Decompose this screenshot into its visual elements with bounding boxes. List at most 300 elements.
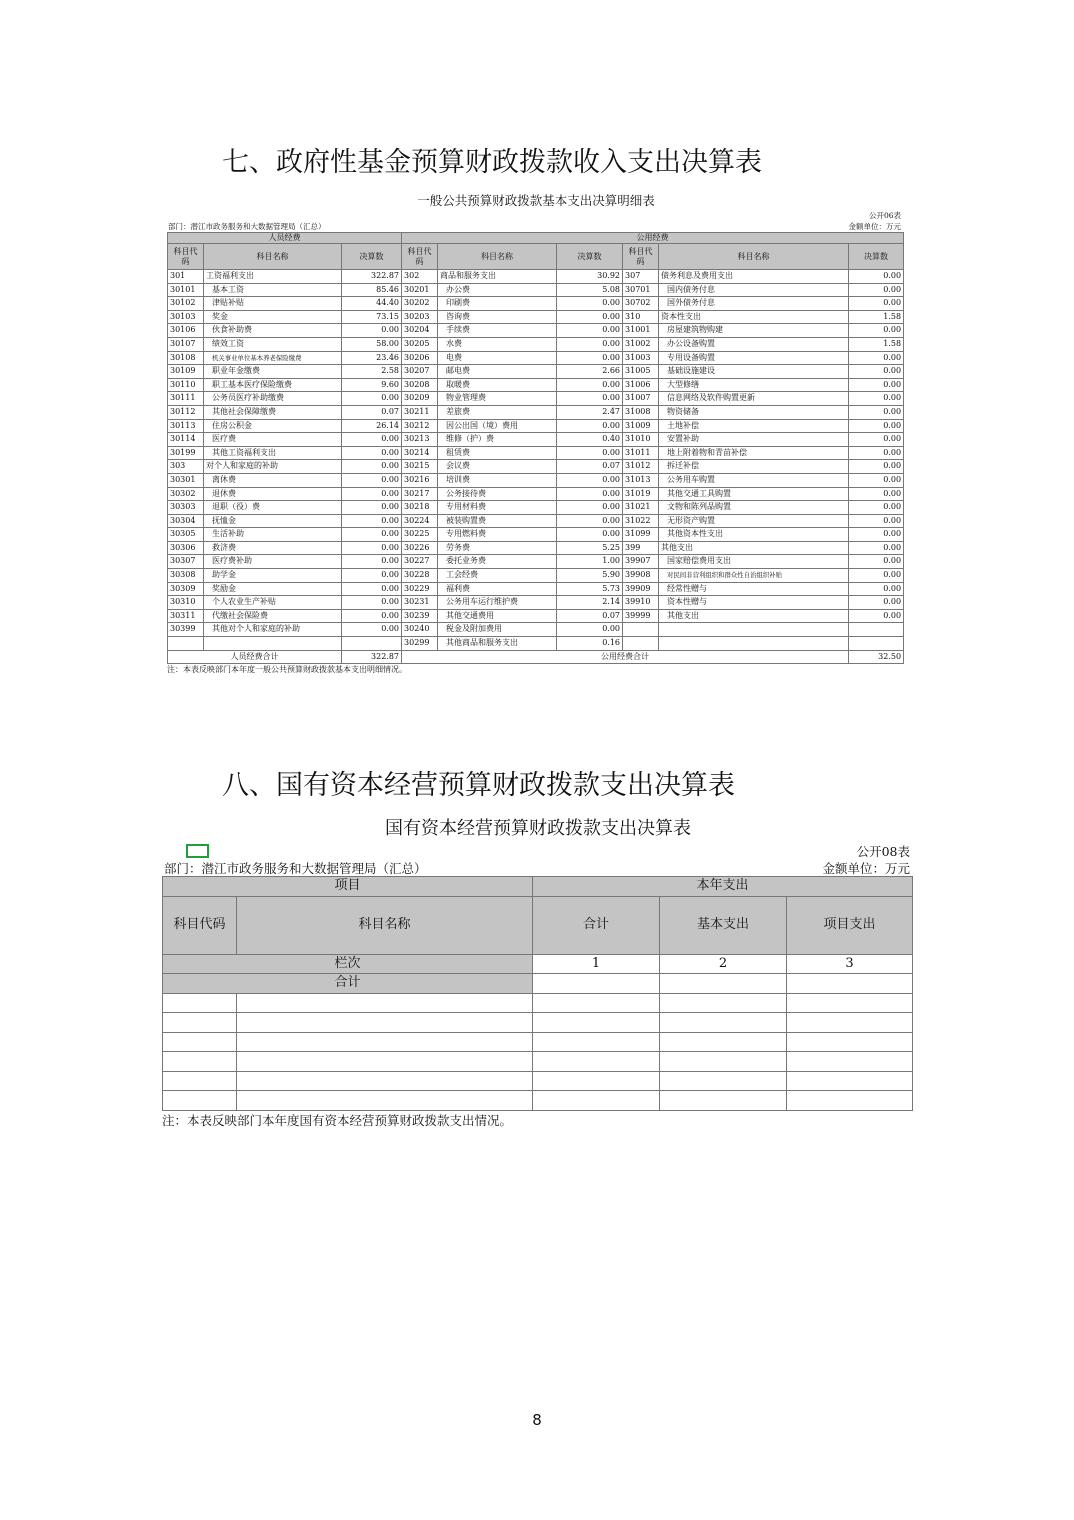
cell-amount: 0.00 (849, 528, 904, 542)
table-8-title: 国有资本经营预算财政拨款支出决算表 (385, 818, 691, 839)
cell-code: 30206 (402, 351, 438, 365)
cell-code: 30213 (402, 433, 438, 447)
table-row (168, 419, 904, 433)
cell-amount: 5.90 (557, 569, 623, 583)
table-cell (533, 1091, 660, 1111)
cell-code: 31008 (623, 405, 659, 419)
table-7-department: 部门：潜江市政务服务和大数据管理局（汇总） (168, 222, 326, 231)
col-name: 科目名称 (659, 244, 849, 270)
cell-amount: 0.16 (557, 637, 623, 651)
cell-code: 30110 (168, 378, 204, 392)
table-7-title: 一般公共预算财政拨款基本支出决算明细表 (417, 193, 655, 208)
cell-code: 303 (168, 460, 204, 474)
cell-code: 30209 (402, 392, 438, 406)
table-7-note: 注：本表反映部门本年度一般公共预算财政拨款基本支出明细情况。 (167, 665, 407, 675)
cell-name: 资本性支出 (659, 310, 849, 324)
cell-code: 30701 (623, 283, 659, 297)
cell-code: 30208 (402, 378, 438, 392)
table-cell (237, 993, 533, 1013)
table-7-column-header (168, 244, 904, 270)
cell-name: 其他资本性支出 (659, 528, 849, 542)
cell-name: 手续费 (438, 324, 557, 338)
cell-code: 30303 (168, 501, 204, 515)
cell-amount (849, 623, 904, 637)
cell-name: 地上附着物和青苗补偿 (659, 446, 849, 460)
total-public-value: 32.50 (849, 650, 904, 664)
cell-code: 30111 (168, 392, 204, 406)
cell-code: 39908 (623, 569, 659, 583)
cell-name: 退职（役）费 (204, 501, 342, 515)
cell-name: 医疗费 (204, 433, 342, 447)
cell-name: 津贴补贴 (204, 297, 342, 311)
cell-amount: 0.00 (342, 623, 402, 637)
col-code: 科目代码 (163, 896, 237, 954)
cell-code: 30306 (168, 541, 204, 555)
cell-code: 30301 (168, 473, 204, 487)
cell-code (168, 637, 204, 651)
cell-code: 30205 (402, 337, 438, 351)
cell-amount: 0.00 (557, 419, 623, 433)
cell-amount: 0.00 (849, 582, 904, 596)
cell-amount: 0.00 (342, 460, 402, 474)
cell-code: 30308 (168, 569, 204, 583)
cell-amount (849, 637, 904, 651)
table-row (168, 270, 904, 284)
table-cell (533, 974, 660, 994)
cell-amount: 0.00 (342, 609, 402, 623)
cell-code: 30106 (168, 324, 204, 338)
cell-code: 31003 (623, 351, 659, 365)
cell-name: 工资福利支出 (204, 270, 342, 284)
cell-code: 31099 (623, 528, 659, 542)
cell-name: 委托业务费 (438, 555, 557, 569)
table-cell (163, 993, 237, 1013)
col-total: 合计 (533, 896, 660, 954)
cell-amount: 0.00 (557, 378, 623, 392)
table-row (168, 582, 904, 596)
cell-name: 其他对个人和家庭的补助 (204, 623, 342, 637)
total-row (163, 974, 913, 994)
section-8-heading: 八、国有资本经营预算财政拨款支出决算表 (222, 770, 735, 801)
cell-code: 31019 (623, 487, 659, 501)
table-cell (787, 1052, 913, 1072)
cell-name: 债务利息及费用支出 (659, 270, 849, 284)
table-8-note: 注：本表反映部门本年度国有资本经营预算财政拨款支出情况。 (162, 1112, 513, 1128)
cell-code: 30702 (623, 297, 659, 311)
cell-name: 办公设备购置 (659, 337, 849, 351)
cell-name: 基础设施建设 (659, 365, 849, 379)
cell-code: 30203 (402, 310, 438, 324)
cell-amount: 30.92 (557, 270, 623, 284)
table-cell (237, 1013, 533, 1033)
table-7-form-code: 公开06表 (868, 211, 901, 220)
cell-code: 30229 (402, 582, 438, 596)
table-cell (787, 993, 913, 1013)
group-public: 公用经费 (402, 233, 904, 244)
cell-name: 水费 (438, 337, 557, 351)
table-row (168, 392, 904, 406)
cell-amount: 0.00 (557, 337, 623, 351)
cell-name: 公务用车购置 (659, 473, 849, 487)
cell-code: 30204 (402, 324, 438, 338)
table-row (168, 596, 904, 610)
cell-amount: 0.00 (849, 324, 904, 338)
cell-name (659, 637, 849, 651)
cell-amount: 1.00 (557, 555, 623, 569)
cell-amount: 0.00 (342, 528, 402, 542)
cell-selection-indicator[interactable] (186, 844, 209, 858)
cell-name: 专用材料费 (438, 501, 557, 515)
cell-amount: 0.00 (557, 392, 623, 406)
table-7-unit: 金额单位：万元 (848, 222, 901, 231)
cell-amount: 0.00 (557, 528, 623, 542)
seq-1: 1 (533, 954, 660, 974)
total-personnel-label: 人员经费合计 (168, 650, 342, 664)
table-row (168, 609, 904, 623)
cell-amount: 0.00 (342, 392, 402, 406)
cell-name: 税金及附加费用 (438, 623, 557, 637)
cell-name: 离休费 (204, 473, 342, 487)
cell-amount: 2.47 (557, 405, 623, 419)
table-row (168, 528, 904, 542)
col-item: 项目 (163, 877, 533, 897)
cell-code: 30216 (402, 473, 438, 487)
col-basic: 基本支出 (660, 896, 787, 954)
table-row (163, 993, 913, 1013)
cell-code: 399 (623, 541, 659, 555)
cell-code: 31010 (623, 433, 659, 447)
cell-code: 30112 (168, 405, 204, 419)
cell-amount: 2.58 (342, 365, 402, 379)
cell-amount: 0.00 (342, 582, 402, 596)
table-row (168, 324, 904, 338)
cell-code: 30239 (402, 609, 438, 623)
table-row (168, 405, 904, 419)
cell-code: 30305 (168, 528, 204, 542)
cell-name: 资本性赠与 (659, 596, 849, 610)
table-7-group-header (168, 233, 904, 244)
cell-code: 30108 (168, 351, 204, 365)
table-cell (787, 1032, 913, 1052)
cell-code: 30211 (402, 405, 438, 419)
col-amount: 决算数 (557, 244, 623, 270)
cell-amount: 0.00 (342, 555, 402, 569)
table-cell (237, 1091, 533, 1111)
page-number: 8 (532, 1411, 542, 1429)
cell-name: 维修（护）费 (438, 433, 557, 447)
basic-expenditure-detail-table (167, 192, 905, 676)
cell-name: 奖励金 (204, 582, 342, 596)
cell-code: 30307 (168, 555, 204, 569)
cell-code: 31002 (623, 337, 659, 351)
col-code: 科目代码 (168, 244, 204, 270)
cell-amount: 0.00 (342, 514, 402, 528)
table-row (168, 446, 904, 460)
cell-name: 公务员医疗补助缴费 (204, 392, 342, 406)
cell-amount: 0.00 (557, 514, 623, 528)
cell-code: 39909 (623, 582, 659, 596)
cell-amount: 0.00 (557, 310, 623, 324)
cell-code (623, 623, 659, 637)
cell-amount: 0.00 (557, 351, 623, 365)
cell-code: 31022 (623, 514, 659, 528)
seq-row (163, 954, 913, 974)
cell-amount: 0.00 (342, 569, 402, 583)
cell-amount: 0.00 (849, 297, 904, 311)
cell-code: 30304 (168, 514, 204, 528)
cell-name: 对民间非营利组织和群众性自治组织补贴 (659, 569, 849, 583)
cell-code: 30217 (402, 487, 438, 501)
cell-code: 30114 (168, 433, 204, 447)
cell-name: 其他商品和服务支出 (438, 637, 557, 651)
cell-name: 信息网络及软件购置更新 (659, 392, 849, 406)
cell-amount: 0.00 (849, 473, 904, 487)
cell-code: 30224 (402, 514, 438, 528)
cell-name: 文物和陈列品购置 (659, 501, 849, 515)
cell-amount: 0.00 (342, 473, 402, 487)
cell-amount: 0.00 (849, 460, 904, 474)
cell-code: 307 (623, 270, 659, 284)
cell-amount: 1.58 (849, 337, 904, 351)
cell-name: 对个人和家庭的补助 (204, 460, 342, 474)
cell-name: 抚恤金 (204, 514, 342, 528)
cell-amount: 0.00 (557, 487, 623, 501)
cell-name: 其他工资福利支出 (204, 446, 342, 460)
cell-name: 商品和服务支出 (438, 270, 557, 284)
cell-code: 30228 (402, 569, 438, 583)
table-row (168, 378, 904, 392)
cell-amount: 2.14 (557, 596, 623, 610)
cell-amount: 0.07 (557, 609, 623, 623)
total-label: 合计 (163, 974, 533, 994)
cell-amount: 0.00 (849, 514, 904, 528)
cell-code: 31001 (623, 324, 659, 338)
cell-amount: 0.00 (557, 473, 623, 487)
table-cell (660, 1013, 787, 1033)
cell-amount: 0.07 (557, 460, 623, 474)
seq-2: 2 (660, 954, 787, 974)
cell-amount: 0.00 (342, 596, 402, 610)
cell-name: 房屋建筑物购建 (659, 324, 849, 338)
cell-name: 机关事业单位基本养老保险缴费 (204, 351, 342, 365)
cell-name: 公务接待费 (438, 487, 557, 501)
cell-name: 其他支出 (659, 609, 849, 623)
table-7-total-row (168, 650, 904, 664)
cell-name: 专用设备购置 (659, 351, 849, 365)
table-8-unit: 金额单位：万元 (822, 861, 910, 876)
table-8-grid (162, 876, 913, 1111)
col-current-year: 本年支出 (533, 877, 913, 897)
cell-name (204, 637, 342, 651)
cell-name: 福利费 (438, 582, 557, 596)
table-7-grid (167, 232, 904, 664)
cell-code: 30226 (402, 541, 438, 555)
cell-amount (342, 637, 402, 651)
table-cell (533, 1032, 660, 1052)
cell-amount: 0.00 (849, 351, 904, 365)
table-row (163, 1052, 913, 1072)
cell-name: 印刷费 (438, 297, 557, 311)
cell-code: 30109 (168, 365, 204, 379)
cell-code: 31009 (623, 419, 659, 433)
cell-name: 职工基本医疗保险缴费 (204, 378, 342, 392)
cell-name: 经常性赠与 (659, 582, 849, 596)
table-row (168, 297, 904, 311)
cell-amount: 0.00 (342, 446, 402, 460)
cell-name: 其他社会保障缴费 (204, 405, 342, 419)
cell-code: 30207 (402, 365, 438, 379)
cell-amount: 58.00 (342, 337, 402, 351)
cell-name: 咨询费 (438, 310, 557, 324)
table-cell (237, 1052, 533, 1072)
cell-code: 30218 (402, 501, 438, 515)
cell-name: 电费 (438, 351, 557, 365)
col-project: 项目支出 (787, 896, 913, 954)
cell-amount: 0.07 (342, 405, 402, 419)
cell-code: 310 (623, 310, 659, 324)
cell-code: 31013 (623, 473, 659, 487)
table-row (168, 365, 904, 379)
table-cell (237, 1032, 533, 1052)
cell-amount: 0.00 (849, 392, 904, 406)
cell-amount: 73.15 (342, 310, 402, 324)
col-name: 科目名称 (438, 244, 557, 270)
cell-amount: 23.46 (342, 351, 402, 365)
seq-label: 栏次 (163, 954, 533, 974)
cell-amount: 0.00 (342, 324, 402, 338)
state-capital-expenditure-table (162, 816, 914, 1131)
cell-code: 30309 (168, 582, 204, 596)
cell-name: 安置补助 (659, 433, 849, 447)
table-row (168, 637, 904, 651)
cell-code: 30101 (168, 283, 204, 297)
cell-code: 30202 (402, 297, 438, 311)
cell-name: 劳务费 (438, 541, 557, 555)
cell-amount: 0.00 (557, 297, 623, 311)
cell-name: 物业管理费 (438, 392, 557, 406)
table-row (168, 460, 904, 474)
cell-code: 31006 (623, 378, 659, 392)
table-row (168, 555, 904, 569)
cell-code: 39999 (623, 609, 659, 623)
cell-amount: 0.00 (557, 324, 623, 338)
cell-name: 代缴社会保险费 (204, 609, 342, 623)
col-name: 科目名称 (204, 244, 342, 270)
cell-name (659, 623, 849, 637)
table-row (168, 569, 904, 583)
cell-amount: 0.00 (849, 501, 904, 515)
table-cell (660, 993, 787, 1013)
table-8-department: 部门：潜江市政务服务和大数据管理局（汇总） (164, 861, 427, 876)
cell-code: 30299 (402, 637, 438, 651)
cell-name: 邮电费 (438, 365, 557, 379)
cell-name: 国外债务付息 (659, 297, 849, 311)
cell-code: 30102 (168, 297, 204, 311)
cell-code: 31007 (623, 392, 659, 406)
cell-code: 30310 (168, 596, 204, 610)
cell-name: 无形资产购置 (659, 514, 849, 528)
cell-name: 其他交通费用 (438, 609, 557, 623)
cell-name: 专用燃料费 (438, 528, 557, 542)
table-8-form-code: 公开08表 (856, 844, 910, 859)
cell-name: 拆迁补偿 (659, 460, 849, 474)
table-cell (533, 1013, 660, 1033)
table-cell (163, 1013, 237, 1033)
cell-code: 30214 (402, 446, 438, 460)
cell-amount: 0.00 (849, 270, 904, 284)
table-cell (533, 993, 660, 1013)
cell-amount: 322.87 (342, 270, 402, 284)
cell-code: 30103 (168, 310, 204, 324)
cell-amount: 0.00 (849, 609, 904, 623)
group-personnel: 人员经费 (168, 233, 402, 244)
cell-name: 其他交通工具购置 (659, 487, 849, 501)
cell-code (623, 637, 659, 651)
table-row (163, 1032, 913, 1052)
cell-code: 30240 (402, 623, 438, 637)
cell-name: 生活补助 (204, 528, 342, 542)
cell-name: 救济费 (204, 541, 342, 555)
table-row (168, 623, 904, 637)
table-row (168, 351, 904, 365)
cell-amount: 26.14 (342, 419, 402, 433)
table-cell (787, 1091, 913, 1111)
table-row (163, 1071, 913, 1091)
cell-code: 302 (402, 270, 438, 284)
cell-name: 培训费 (438, 473, 557, 487)
cell-amount: 0.00 (849, 541, 904, 555)
cell-name: 国家赔偿费用支出 (659, 555, 849, 569)
cell-name: 差旅费 (438, 405, 557, 419)
table-row (168, 514, 904, 528)
col-amount: 决算数 (849, 244, 904, 270)
cell-amount: 0.00 (342, 487, 402, 501)
table-cell (660, 1052, 787, 1072)
table-row (168, 433, 904, 447)
cell-amount: 0.00 (849, 419, 904, 433)
cell-amount: 44.40 (342, 297, 402, 311)
cell-amount: 0.00 (849, 446, 904, 460)
cell-name: 大型修缮 (659, 378, 849, 392)
cell-amount: 5.08 (557, 283, 623, 297)
cell-name: 基本工资 (204, 283, 342, 297)
cell-amount: 0.00 (342, 433, 402, 447)
cell-name: 助学金 (204, 569, 342, 583)
table-cell (237, 1071, 533, 1091)
cell-code: 30227 (402, 555, 438, 569)
cell-amount: 0.00 (849, 433, 904, 447)
cell-amount: 2.66 (557, 365, 623, 379)
col-name: 科目名称 (237, 896, 533, 954)
table-cell (787, 1013, 913, 1033)
cell-amount: 0.00 (849, 555, 904, 569)
section-7-heading: 七、政府性基金预算财政拨款收入支出决算表 (222, 147, 762, 178)
total-personnel-value: 322.87 (342, 650, 402, 664)
cell-code: 30231 (402, 596, 438, 610)
col-amount: 决算数 (342, 244, 402, 270)
cell-code: 31005 (623, 365, 659, 379)
cell-amount: 0.00 (849, 365, 904, 379)
col-code: 科目代码 (623, 244, 659, 270)
cell-code: 30201 (402, 283, 438, 297)
table-row (168, 541, 904, 555)
cell-code: 39910 (623, 596, 659, 610)
cell-code: 30302 (168, 487, 204, 501)
cell-code: 31011 (623, 446, 659, 460)
cell-name: 取暖费 (438, 378, 557, 392)
cell-amount: 0.00 (557, 446, 623, 460)
table-cell (163, 1052, 237, 1072)
